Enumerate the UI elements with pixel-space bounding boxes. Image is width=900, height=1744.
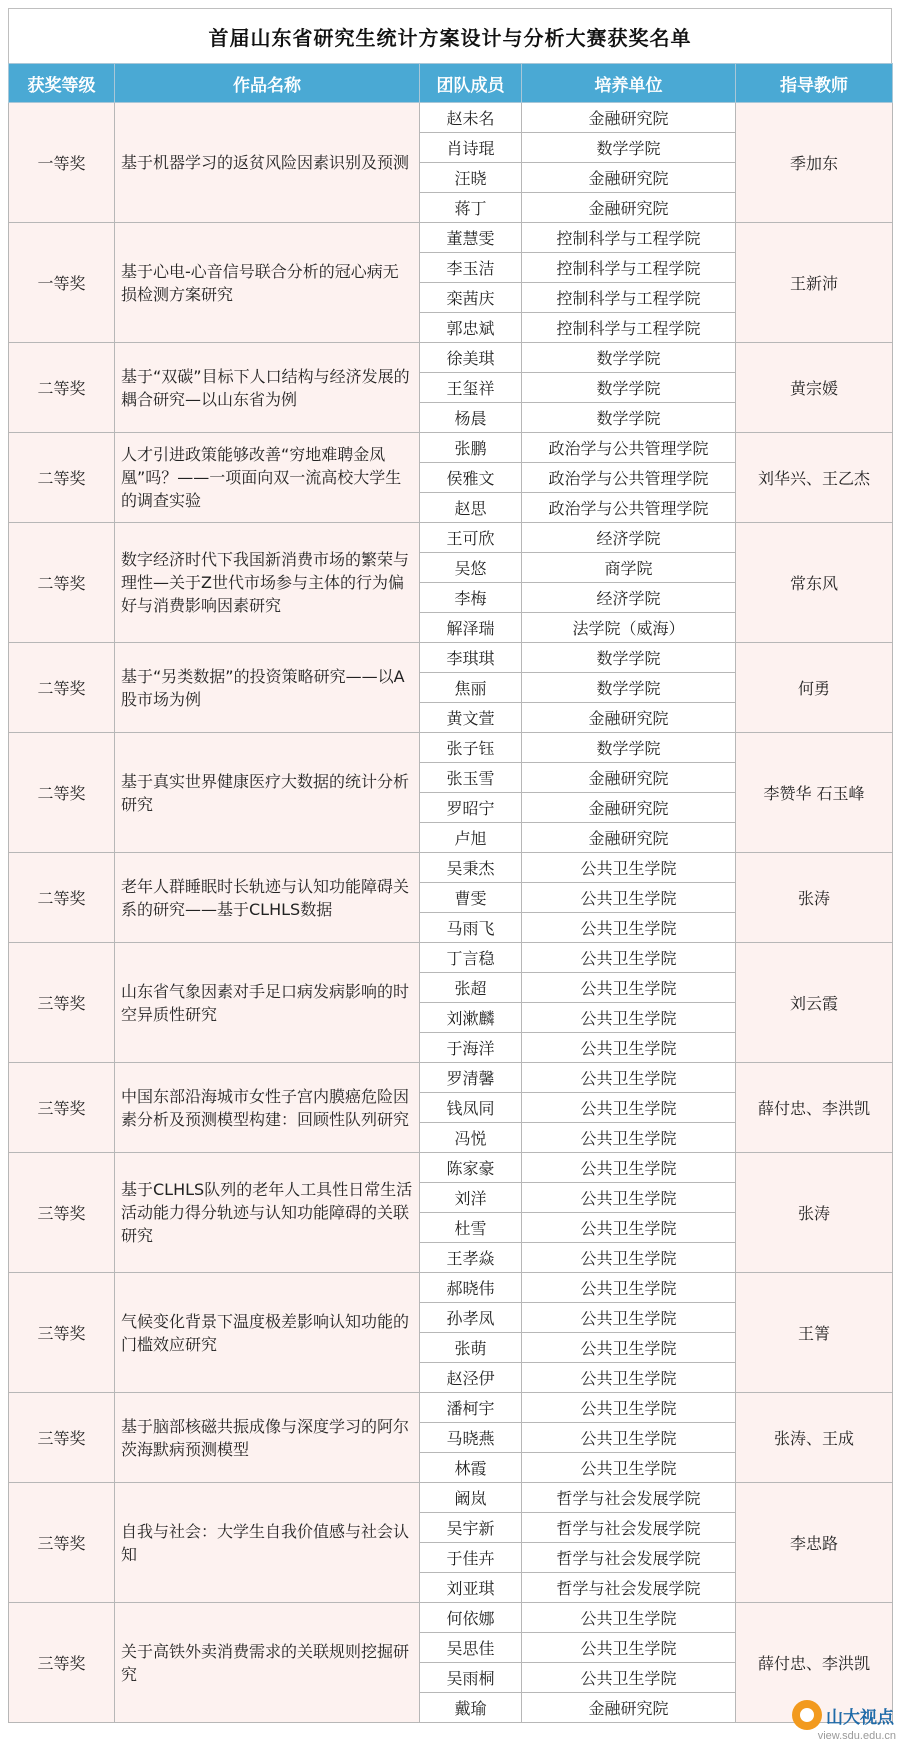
member-name-cell: 赵思 (420, 493, 522, 523)
member-unit-cell: 哲学与社会发展学院 (522, 1513, 736, 1543)
member-unit-cell: 金融研究院 (522, 763, 736, 793)
member-name-cell: 潘柯宇 (420, 1393, 522, 1423)
member-unit-cell: 公共卫生学院 (522, 1063, 736, 1093)
member-unit-cell: 数学学院 (522, 733, 736, 763)
member-name-cell: 杨晨 (420, 403, 522, 433)
work-title-cell: 气候变化背景下温度极差影响认知功能的门槛效应研究 (115, 1273, 420, 1393)
advisor-cell: 王新沛 (736, 223, 893, 343)
award-level-cell: 二等奖 (9, 433, 115, 523)
member-name-cell: 林霞 (420, 1453, 522, 1483)
member-unit-cell: 数学学院 (522, 343, 736, 373)
member-unit-cell: 公共卫生学院 (522, 1003, 736, 1033)
member-name-cell: 阚岚 (420, 1483, 522, 1513)
work-title-cell: 老年人群睡眠时长轨迹与认知功能障碍关系的研究——基于CLHLS数据 (115, 853, 420, 943)
award-level-cell: 一等奖 (9, 103, 115, 223)
table-row (9, 343, 893, 373)
member-name-cell: 杜雪 (420, 1213, 522, 1243)
member-unit-cell: 公共卫生学院 (522, 1033, 736, 1063)
advisor-cell: 张涛 (736, 853, 893, 943)
table-row (9, 1603, 893, 1633)
member-name-cell: 黄文萱 (420, 703, 522, 733)
member-unit-cell: 公共卫生学院 (522, 1633, 736, 1663)
work-title-cell: 山东省气象因素对手足口病发病影响的时空异质性研究 (115, 943, 420, 1063)
member-unit-cell: 公共卫生学院 (522, 1453, 736, 1483)
site-watermark: view.sdu.edu.cn (817, 1730, 896, 1742)
member-unit-cell: 公共卫生学院 (522, 1093, 736, 1123)
member-name-cell: 吴秉杰 (420, 853, 522, 883)
member-name-cell: 赵未名 (420, 103, 522, 133)
member-unit-cell: 公共卫生学院 (522, 1363, 736, 1393)
work-title-cell: 数字经济时代下我国新消费市场的繁荣与理性—关于Z世代市场参与主体的行为偏好与消费影响因素研究 (115, 523, 420, 643)
work-title-cell: 基于机器学习的返贫风险因素识别及预测 (115, 103, 420, 223)
member-unit-cell: 公共卫生学院 (522, 1273, 736, 1303)
member-name-cell: 何依娜 (420, 1603, 522, 1633)
award-level-cell: 三等奖 (9, 1393, 115, 1483)
member-unit-cell: 数学学院 (522, 373, 736, 403)
member-unit-cell: 公共卫生学院 (522, 913, 736, 943)
member-unit-cell: 公共卫生学院 (522, 1423, 736, 1453)
member-name-cell: 侯雅文 (420, 463, 522, 493)
table-row (9, 1063, 893, 1093)
work-title-cell: 基于真实世界健康医疗大数据的统计分析研究 (115, 733, 420, 853)
table-row (9, 1393, 893, 1423)
member-name-cell: 刘洋 (420, 1183, 522, 1213)
member-name-cell: 于海洋 (420, 1033, 522, 1063)
advisor-cell: 薛付忠、李洪凯 (736, 1603, 893, 1723)
advisor-cell: 王箐 (736, 1273, 893, 1393)
work-title-cell: 基于心电-心音信号联合分析的冠心病无损检测方案研究 (115, 223, 420, 343)
award-level-cell: 二等奖 (9, 523, 115, 643)
member-unit-cell: 政治学与公共管理学院 (522, 493, 736, 523)
award-level-cell: 三等奖 (9, 1273, 115, 1393)
member-name-cell: 徐美琪 (420, 343, 522, 373)
award-level-cell: 一等奖 (9, 223, 115, 343)
member-name-cell: 肖诗琨 (420, 133, 522, 163)
member-name-cell: 李梅 (420, 583, 522, 613)
member-unit-cell: 公共卫生学院 (522, 943, 736, 973)
member-name-cell: 张子钰 (420, 733, 522, 763)
header-advisor: 指导教师 (736, 64, 893, 103)
member-unit-cell: 公共卫生学院 (522, 1153, 736, 1183)
advisor-cell: 张涛 (736, 1153, 893, 1273)
member-name-cell: 罗清馨 (420, 1063, 522, 1093)
table-row (9, 853, 893, 883)
member-unit-cell: 法学院（威海） (522, 613, 736, 643)
table-row (9, 943, 893, 973)
member-name-cell: 马雨飞 (420, 913, 522, 943)
table-row (9, 223, 893, 253)
member-unit-cell: 公共卫生学院 (522, 853, 736, 883)
advisor-cell: 李赞华 石玉峰 (736, 733, 893, 853)
member-unit-cell: 哲学与社会发展学院 (522, 1483, 736, 1513)
member-name-cell: 栾茜庆 (420, 283, 522, 313)
site-logo (792, 1700, 894, 1730)
member-unit-cell: 控制科学与工程学院 (522, 283, 736, 313)
member-unit-cell: 政治学与公共管理学院 (522, 463, 736, 493)
table-row (9, 433, 893, 463)
table-header-row (9, 64, 893, 103)
member-name-cell: 张玉雪 (420, 763, 522, 793)
table-row (9, 1153, 893, 1183)
member-unit-cell: 金融研究院 (522, 823, 736, 853)
member-name-cell: 刘亚琪 (420, 1573, 522, 1603)
award-level-cell: 三等奖 (9, 1603, 115, 1723)
award-list-sheet (8, 8, 892, 1723)
work-title-cell: 人才引进政策能够改善“穷地难聘金凤凰”吗？——一项面向双一流高校大学生的调查实验 (115, 433, 420, 523)
member-name-cell: 王孝焱 (420, 1243, 522, 1273)
member-unit-cell: 经济学院 (522, 583, 736, 613)
award-level-cell: 三等奖 (9, 1483, 115, 1603)
member-unit-cell: 公共卫生学院 (522, 973, 736, 1003)
member-name-cell: 王可欣 (420, 523, 522, 553)
advisor-cell: 常东风 (736, 523, 893, 643)
shandong-university-logo-icon (792, 1700, 822, 1730)
member-unit-cell: 哲学与社会发展学院 (522, 1543, 736, 1573)
work-title-cell: 基于脑部核磁共振成像与深度学习的阿尔茨海默病预测模型 (115, 1393, 420, 1483)
member-name-cell: 陈家豪 (420, 1153, 522, 1183)
member-name-cell: 吴宇新 (420, 1513, 522, 1543)
member-unit-cell: 政治学与公共管理学院 (522, 433, 736, 463)
member-name-cell: 冯悦 (420, 1123, 522, 1153)
member-unit-cell: 经济学院 (522, 523, 736, 553)
member-name-cell: 解泽瑞 (420, 613, 522, 643)
member-unit-cell: 控制科学与工程学院 (522, 223, 736, 253)
member-name-cell: 张萌 (420, 1333, 522, 1363)
award-level-cell: 三等奖 (9, 1153, 115, 1273)
member-unit-cell: 公共卫生学院 (522, 1333, 736, 1363)
award-table-body (9, 103, 893, 1723)
member-name-cell: 钱凤同 (420, 1093, 522, 1123)
member-unit-cell: 哲学与社会发展学院 (522, 1573, 736, 1603)
member-unit-cell: 公共卫生学院 (522, 1603, 736, 1633)
award-level-cell: 三等奖 (9, 1063, 115, 1153)
work-title-cell: 关于高铁外卖消费需求的关联规则挖掘研究 (115, 1603, 420, 1723)
member-name-cell: 张鹏 (420, 433, 522, 463)
member-name-cell: 刘漱麟 (420, 1003, 522, 1033)
table-row (9, 733, 893, 763)
member-name-cell: 汪晓 (420, 163, 522, 193)
member-name-cell: 吴悠 (420, 553, 522, 583)
award-level-cell: 二等奖 (9, 643, 115, 733)
award-level-cell: 二等奖 (9, 853, 115, 943)
table-row (9, 523, 893, 553)
header-work-title: 作品名称 (115, 64, 420, 103)
header-training-unit: 培养单位 (522, 64, 736, 103)
member-name-cell: 王玺祥 (420, 373, 522, 403)
member-unit-cell: 公共卫生学院 (522, 1663, 736, 1693)
member-name-cell: 郭忠斌 (420, 313, 522, 343)
member-unit-cell: 控制科学与工程学院 (522, 313, 736, 343)
member-name-cell: 马晓燕 (420, 1423, 522, 1453)
advisor-cell: 何勇 (736, 643, 893, 733)
member-unit-cell: 金融研究院 (522, 793, 736, 823)
work-title-cell: 基于“双碳”目标下人口结构与经济发展的耦合研究—以山东省为例 (115, 343, 420, 433)
member-name-cell: 孙孝凤 (420, 1303, 522, 1333)
member-name-cell: 赵泾伊 (420, 1363, 522, 1393)
member-name-cell: 于佳卉 (420, 1543, 522, 1573)
advisor-cell: 李忠路 (736, 1483, 893, 1603)
member-unit-cell: 金融研究院 (522, 1693, 736, 1723)
member-name-cell: 焦丽 (420, 673, 522, 703)
work-title-cell: 自我与社会：大学生自我价值感与社会认知 (115, 1483, 420, 1603)
work-title-cell: 中国东部沿海城市女性子宫内膜癌危险因素分析及预测模型构建：回顾性队列研究 (115, 1063, 420, 1153)
member-unit-cell: 数学学院 (522, 643, 736, 673)
member-name-cell: 李玉洁 (420, 253, 522, 283)
table-row (9, 1483, 893, 1513)
member-unit-cell: 商学院 (522, 553, 736, 583)
member-unit-cell: 公共卫生学院 (522, 883, 736, 913)
member-name-cell: 卢旭 (420, 823, 522, 853)
member-name-cell: 曹雯 (420, 883, 522, 913)
member-unit-cell: 公共卫生学院 (522, 1123, 736, 1153)
member-unit-cell: 金融研究院 (522, 193, 736, 223)
logo-text: 山大视点 (826, 1707, 894, 1728)
member-unit-cell: 金融研究院 (522, 103, 736, 133)
member-name-cell: 蒋丁 (420, 193, 522, 223)
award-level-cell: 二等奖 (9, 343, 115, 433)
member-unit-cell: 金融研究院 (522, 163, 736, 193)
advisor-cell: 刘华兴、王乙杰 (736, 433, 893, 523)
member-unit-cell: 公共卫生学院 (522, 1393, 736, 1423)
member-name-cell: 郝晓伟 (420, 1273, 522, 1303)
member-name-cell: 罗昭宁 (420, 793, 522, 823)
award-level-cell: 二等奖 (9, 733, 115, 853)
member-name-cell: 吴思佳 (420, 1633, 522, 1663)
member-name-cell: 董慧雯 (420, 223, 522, 253)
member-name-cell: 张超 (420, 973, 522, 1003)
member-unit-cell: 公共卫生学院 (522, 1183, 736, 1213)
member-unit-cell: 金融研究院 (522, 703, 736, 733)
member-name-cell: 吴雨桐 (420, 1663, 522, 1693)
advisor-cell: 季加东 (736, 103, 893, 223)
member-unit-cell: 数学学院 (522, 673, 736, 703)
member-name-cell: 李琪琪 (420, 643, 522, 673)
advisor-cell: 刘云霞 (736, 943, 893, 1063)
work-title-cell: 基于CLHLS队列的老年人工具性日常生活活动能力得分轨迹与认知功能障碍的关联研究 (115, 1153, 420, 1273)
advisor-cell: 黄宗媛 (736, 343, 893, 433)
member-unit-cell: 数学学院 (522, 133, 736, 163)
table-row (9, 103, 893, 133)
member-name-cell: 丁言稳 (420, 943, 522, 973)
header-team-members: 团队成员 (420, 64, 522, 103)
member-unit-cell: 控制科学与工程学院 (522, 253, 736, 283)
member-unit-cell: 公共卫生学院 (522, 1243, 736, 1273)
work-title-cell: 基于“另类数据”的投资策略研究——以A股市场为例 (115, 643, 420, 733)
document-title: 首届山东省研究生统计方案设计与分析大赛获奖名单 (8, 8, 892, 63)
advisor-cell: 薛付忠、李洪凯 (736, 1063, 893, 1153)
award-table (8, 63, 893, 1723)
header-award-level: 获奖等级 (9, 64, 115, 103)
member-unit-cell: 公共卫生学院 (522, 1213, 736, 1243)
member-unit-cell: 公共卫生学院 (522, 1303, 736, 1333)
member-name-cell: 戴瑜 (420, 1693, 522, 1723)
award-level-cell: 三等奖 (9, 943, 115, 1063)
advisor-cell: 张涛、王成 (736, 1393, 893, 1483)
member-unit-cell: 数学学院 (522, 403, 736, 433)
table-row (9, 643, 893, 673)
table-row (9, 1273, 893, 1303)
